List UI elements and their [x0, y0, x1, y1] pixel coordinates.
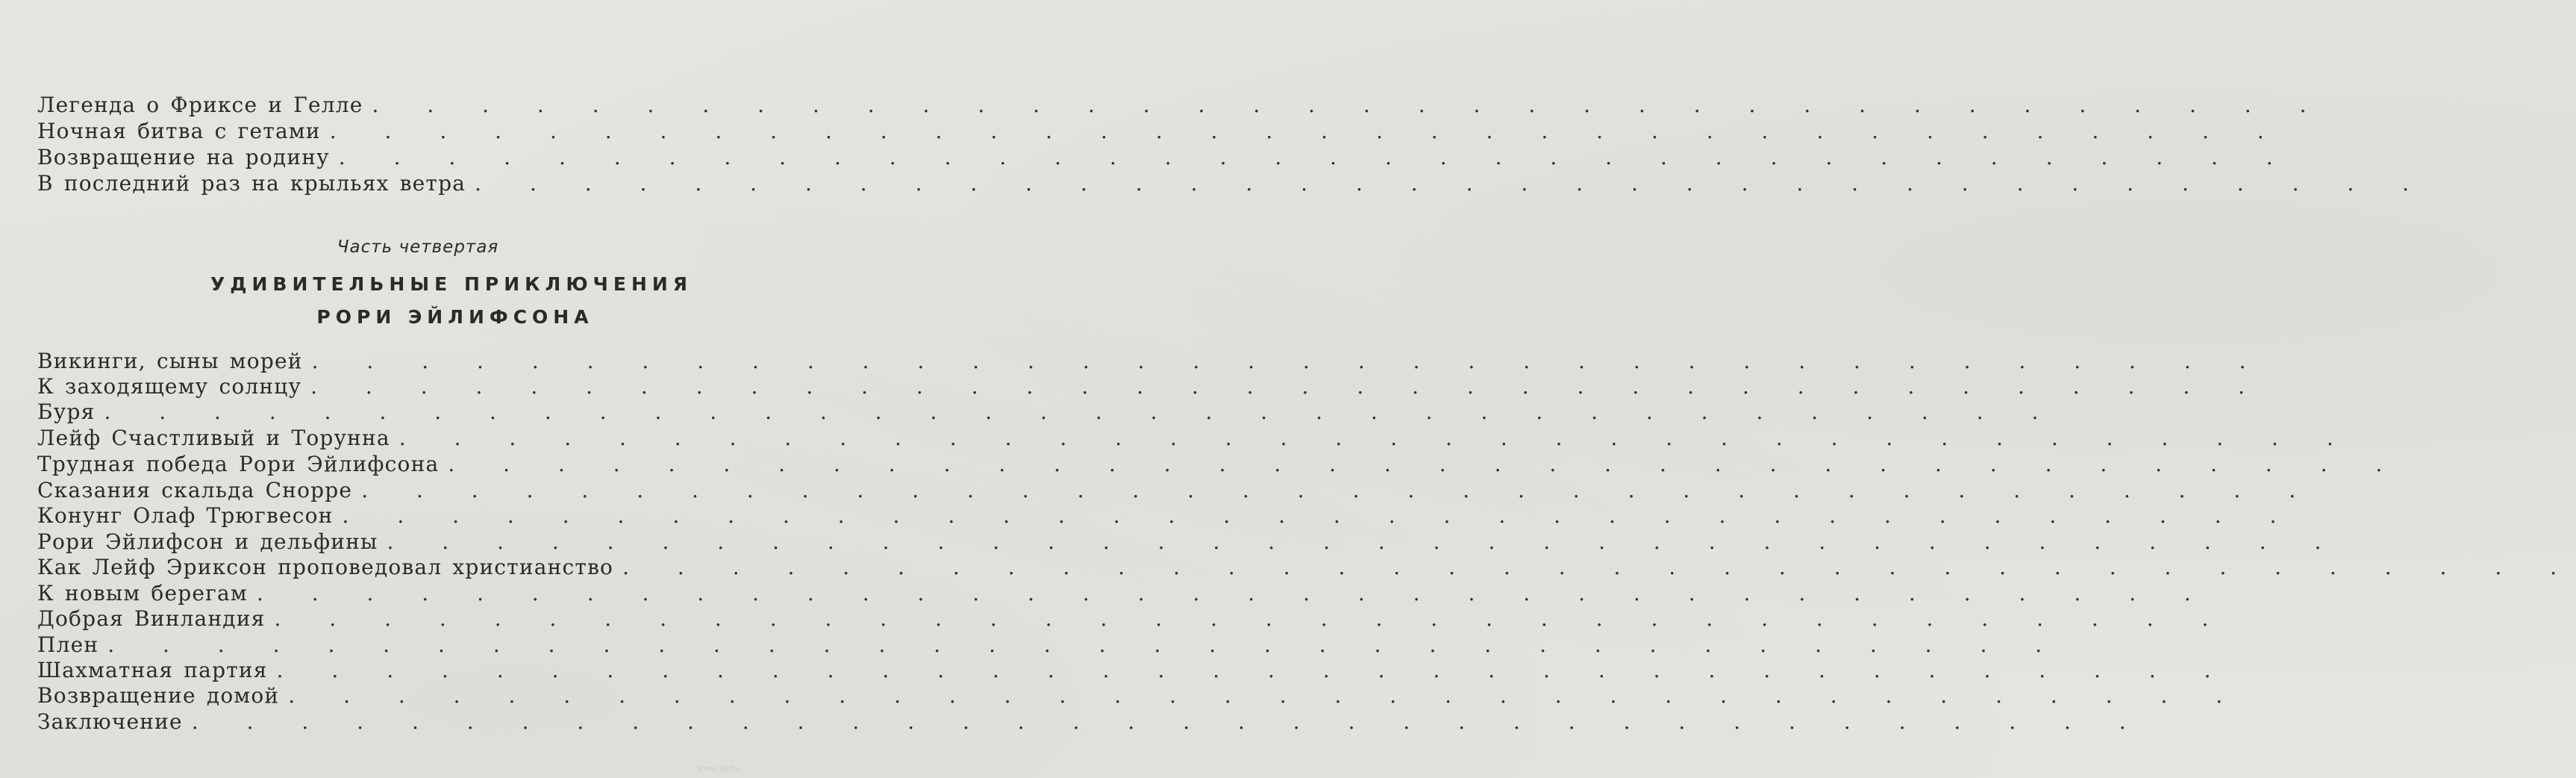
toc-entry	[37, 119, 2283, 144]
toc-entry	[37, 503, 2296, 529]
toc-entry-title: Сказания скальда Снорре	[37, 478, 353, 502]
toc-entry-title: К новым берегам	[37, 581, 248, 606]
toc-entry	[37, 606, 2228, 632]
dot-leader: . . . . . . . . . . . . . . . . . . . . . . . . . . . . . . . . . . . .	[342, 503, 2296, 528]
watermark: www.ay.by	[696, 764, 740, 774]
toc-entry-title: Рори Эйлифсон и дельфины	[37, 529, 378, 554]
toc-entry-title: Трудная победа Рори Эйлифсона	[37, 452, 440, 476]
dot-leader: . . . . . . . . . . . . . . . . . . . . . . . . . . . . . . . . . . . .	[274, 606, 2228, 631]
toc-entry	[37, 632, 2062, 658]
dot-leader: . . . . . . . . . . . . . . . . . . . . . . . . . . . . . . . . . . . .	[276, 658, 2230, 682]
dot-leader: . . . . . . . . . . . . . . . . . . . . . . . . . . . . . . . . . . . .	[104, 399, 2058, 424]
toc-entry	[37, 555, 2576, 580]
toc-entry	[37, 349, 2266, 374]
toc-entry-title: Лейф Счастливый и Торунна	[37, 426, 390, 450]
toc-entry	[37, 478, 2316, 503]
dot-leader: . . . . . . . . . . . . . . . . . . . . . . . . . . . . . . . . . . . .	[288, 683, 2242, 708]
dot-leader: . . . . . . . . . . . . . . . . . . . . . . . . . . . . . . . . . . . .	[256, 581, 2210, 606]
toc-entry	[37, 581, 2210, 606]
part-label: Часть четвертая	[337, 237, 499, 257]
toc-entry-title: Возвращение на родину	[37, 145, 330, 169]
toc-entry	[37, 145, 2292, 170]
toc-entry-title: Возвращение домой	[37, 683, 280, 708]
toc-entry	[37, 709, 2145, 735]
dot-leader: . . . . . . . . . . . . . . . . . . . . . . . . . . . . . . . . . . . .	[311, 349, 2266, 373]
toc-entry	[37, 93, 2326, 118]
toc-entry	[37, 171, 2429, 196]
toc-entry	[37, 374, 2265, 399]
dot-leader: . . . . . . . . . . . . . . . . . . . . . . . . . . . . . . . . . . . .	[107, 632, 2062, 657]
dot-leader: . . . . . . . . . . . . . . . . . . . . . . . . . . . . . . . . . . . .	[329, 119, 2283, 143]
dot-leader: . . . . . . . . . . . . . . . . . . . . . . . . . . . . . . . . . . . .	[622, 555, 2576, 579]
part-heading-line1: УДИВИТЕЛЬНЫЕ ПРИКЛЮЧЕНИЯ	[210, 273, 693, 295]
toc-entry-title: Ночная битва с гетами	[37, 119, 321, 143]
toc-entry	[37, 683, 2242, 709]
toc-entry-title: Добрая Винландия	[37, 606, 266, 631]
dot-leader: . . . . . . . . . . . . . . . . . . . . . . . . . . . . . . . . . . . .	[387, 529, 2341, 554]
dot-leader: . . . . . . . . . . . . . . . . . . . . . . . . . . . . . . . . . . . .	[310, 374, 2265, 399]
dot-leader: . . . . . . . . . . . . . . . . . . . . . . . . . . . . . . . . . . . .	[338, 145, 2292, 169]
dot-leader: . . . . . . . . . . . . . . . . . . . . . . . . . . . . . . . . . . . .	[475, 171, 2429, 196]
toc-entry-title: Конунг Олаф Трюгвесон	[37, 503, 334, 528]
toc-entry-title: Буря	[37, 399, 96, 424]
dot-leader: . . . . . . . . . . . . . . . . . . . . . . . . . . . . . . . . . . . .	[361, 478, 2316, 502]
toc-entry-title: Заключение	[37, 709, 183, 734]
toc-entry-title: Шахматная партия	[37, 658, 268, 682]
part-heading-line2: РОРИ ЭЙЛИФСОНА	[316, 306, 594, 328]
toc-entry-title: Легенда о Фриксе и Гелле	[37, 93, 363, 117]
toc-entry-title: Плен	[37, 632, 99, 657]
toc-entry-title: Викинги, сыны морей	[37, 349, 303, 373]
toc-entry	[37, 452, 2402, 477]
toc-entry	[37, 426, 2353, 451]
dot-leader: . . . . . . . . . . . . . . . . . . . . . . . . . . . . . . . . . . . .	[372, 93, 2326, 117]
toc-entry-title: К заходящему солнцу	[37, 374, 302, 399]
toc-entry	[37, 529, 2341, 555]
toc-entry	[37, 658, 2230, 683]
dot-leader: . . . . . . . . . . . . . . . . . . . . . . . . . . . . . . . . . . . .	[448, 452, 2402, 476]
toc-entry-title: В последний раз на крыльях ветра	[37, 171, 466, 196]
dot-leader: . . . . . . . . . . . . . . . . . . . . . . . . . . . . . . . . . . . .	[398, 426, 2353, 450]
toc-entry	[37, 399, 2058, 425]
toc-entry-title: Как Лейф Эриксон проповедовал христианство	[37, 555, 614, 579]
dot-leader: . . . . . . . . . . . . . . . . . . . . . . . . . . . . . . . . . . . .	[191, 709, 2145, 734]
